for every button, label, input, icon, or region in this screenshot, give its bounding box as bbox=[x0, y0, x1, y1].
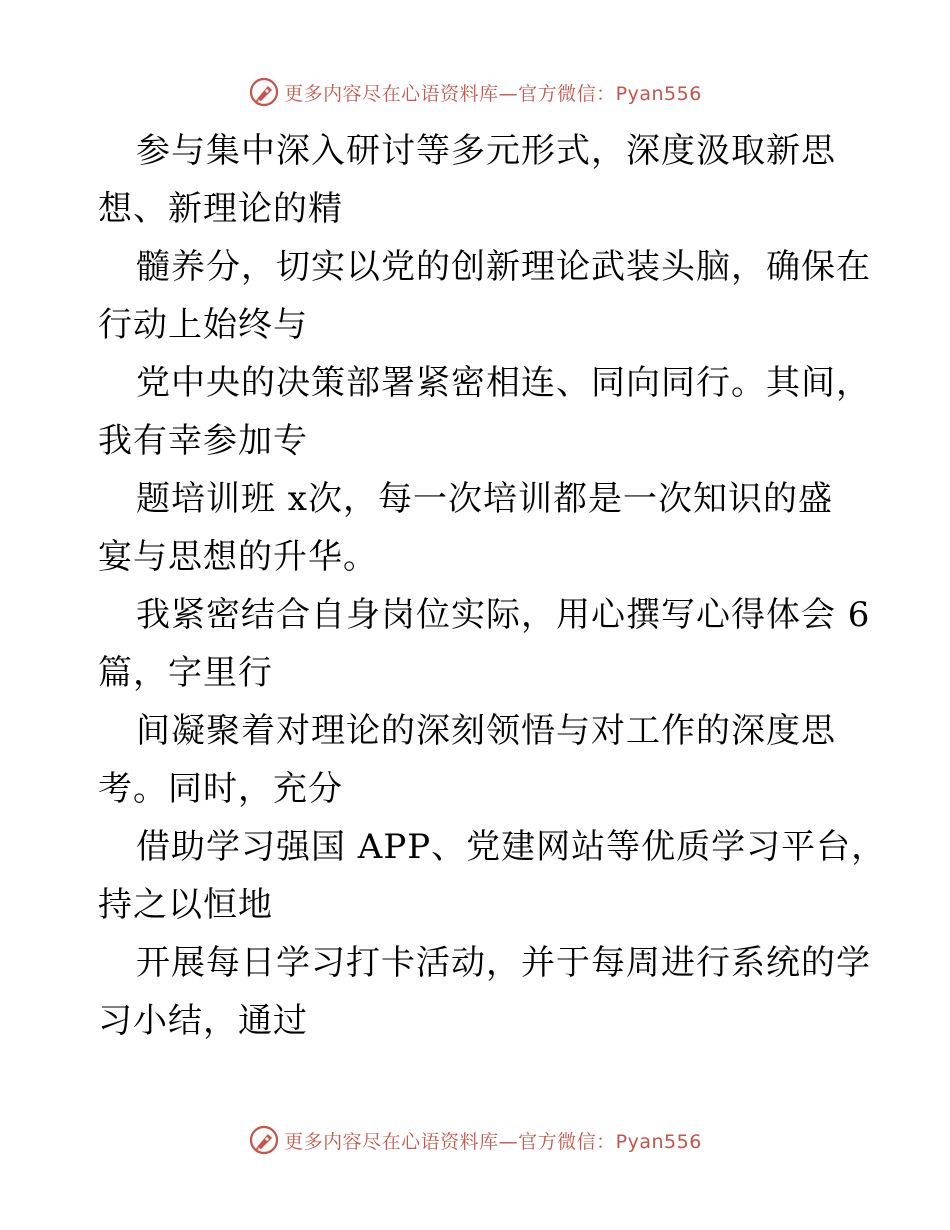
document-line: 习小结，通过 bbox=[98, 1001, 308, 1041]
document-line: 题培训班 x次，每一次培训都是一次知识的盛 bbox=[136, 479, 833, 519]
header-banner-text: 更多内容尽在心语资料库—官方微信：Pyan556 bbox=[284, 82, 702, 105]
document-line: 我紧密结合自身岗位实际，用心撰写心得体会 6 bbox=[136, 595, 871, 635]
document-line: 间凝聚着对理论的深刻领悟与对工作的深度思 bbox=[136, 711, 836, 751]
header-banner bbox=[0, 72, 950, 112]
pen-nib-logo-icon bbox=[248, 1124, 280, 1156]
document-line: 髓养分，切实以党的创新理论武装头脑，确保在 bbox=[136, 247, 871, 287]
document-line: 行动上始终与 bbox=[98, 305, 308, 345]
footer-banner-text: 更多内容尽在心语资料库—官方微信：Pyan556 bbox=[284, 1130, 702, 1153]
document-line: 持之以恒地 bbox=[98, 885, 273, 925]
document-body bbox=[98, 122, 887, 1050]
document-line: 考。同时，充分 bbox=[98, 769, 343, 809]
document-line: 篇，字里行 bbox=[98, 653, 273, 693]
pen-nib-logo-icon bbox=[248, 76, 280, 108]
document-line: 宴与思想的升华。 bbox=[98, 537, 378, 577]
document-line: 党中央的决策部署紧密相连、同向同行。其间， bbox=[136, 363, 871, 403]
document-line: 开展每日学习打卡活动，并于每周进行系统的学 bbox=[136, 943, 871, 983]
document-line: 借助学习强国 APP、党建网站等优质学习平台， bbox=[136, 827, 887, 867]
document-line: 参与集中深入研讨等多元形式，深度汲取新思 bbox=[136, 131, 836, 171]
document-line: 想、新理论的精 bbox=[98, 189, 343, 229]
document-line: 我有幸参加专 bbox=[98, 421, 308, 461]
footer-banner bbox=[0, 1120, 950, 1160]
